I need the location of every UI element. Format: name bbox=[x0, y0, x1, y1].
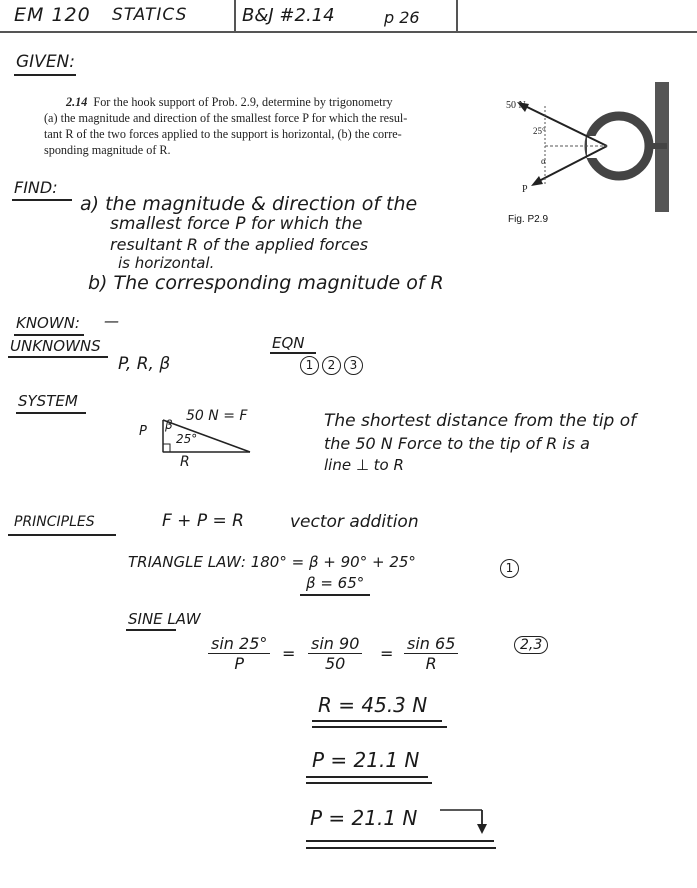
eqn-underline bbox=[270, 352, 316, 354]
find-a-line-1: a) the magnitude & direction of the bbox=[80, 193, 418, 215]
unknowns-value: P, R, β bbox=[118, 354, 171, 374]
sine-fraction-2 bbox=[308, 634, 362, 673]
system-label: SYSTEM bbox=[18, 392, 78, 410]
result-p-vector: P = 21.1 N bbox=[310, 806, 418, 830]
triangle-result-underline bbox=[300, 594, 370, 596]
unknowns-label: UNKNOWNS bbox=[10, 337, 101, 355]
find-a-line-4: is horizontal. bbox=[118, 254, 215, 272]
result-p-vector-underline-1 bbox=[306, 840, 494, 842]
eqn-ref-1: 1 bbox=[300, 356, 319, 375]
problem-number: 2.14 bbox=[66, 95, 88, 109]
figure-alpha-label: α bbox=[541, 156, 546, 166]
system-note-3: line ⊥ to R bbox=[324, 456, 404, 474]
find-b-line: b) The corresponding magnitude of R bbox=[88, 272, 444, 294]
sine-fraction-3-num: sin 65 bbox=[404, 634, 458, 654]
vector-equation: F + P = R bbox=[162, 511, 244, 531]
result-p-underline-2 bbox=[306, 782, 432, 784]
result-r-underline-2 bbox=[312, 726, 447, 728]
sine-refs: 2,3 bbox=[514, 636, 548, 654]
find-a-line-2: smallest force P for which the bbox=[110, 214, 363, 234]
equals-1: = bbox=[282, 644, 296, 663]
problem-line-4: sponding magnitude of R. bbox=[44, 143, 171, 157]
system-underline bbox=[16, 412, 86, 414]
sine-fraction-2-num: sin 90 bbox=[308, 634, 362, 654]
result-p-vector-underline-2 bbox=[306, 847, 496, 849]
eqn-ref-2: 2 bbox=[322, 356, 341, 375]
problem-line-1: For the hook support of Prob. 2.9, determine by trigonometry bbox=[93, 95, 393, 109]
problem-statement bbox=[44, 94, 464, 158]
header-subject: STATICS bbox=[112, 5, 188, 25]
triangle-law: TRIANGLE LAW: 180° = β + 90° + 25° bbox=[128, 553, 416, 571]
figure-caption: Fig. P2.9 bbox=[508, 214, 549, 225]
direction-arrow-icon bbox=[438, 806, 490, 836]
result-p: P = 21.1 N bbox=[312, 748, 420, 772]
triangle-force-label: 50 N = F bbox=[186, 408, 248, 424]
vector-note: vector addition bbox=[290, 512, 419, 532]
known-underline bbox=[14, 334, 84, 336]
sine-law-label: SINE LAW bbox=[128, 610, 201, 628]
header-divider-1 bbox=[234, 0, 236, 32]
triangle-p-label: P bbox=[139, 424, 147, 439]
eqn-ref-3: 3 bbox=[344, 356, 363, 375]
figure-angle-label: 25° bbox=[533, 126, 546, 136]
sine-fraction-2-den: 50 bbox=[325, 654, 346, 673]
principles-underline bbox=[8, 534, 116, 536]
header-divider-2 bbox=[456, 0, 458, 32]
sine-fraction-1-den: P bbox=[234, 654, 245, 673]
result-r: R = 45.3 N bbox=[318, 693, 428, 717]
triangle-ref bbox=[500, 557, 522, 578]
find-underline bbox=[12, 199, 72, 201]
triangle-r-label: R bbox=[180, 454, 190, 470]
system-note-1: The shortest distance from the tip of bbox=[324, 411, 637, 431]
sine-fraction-3-den: R bbox=[425, 654, 437, 673]
header-course: EM 120 bbox=[14, 4, 91, 26]
eqn-label: EQN bbox=[272, 334, 305, 352]
known-label: KNOWN: bbox=[16, 314, 80, 332]
triangle-result: β = 65° bbox=[306, 574, 365, 592]
result-r-underline-1 bbox=[312, 720, 442, 722]
result-p-underline-1 bbox=[306, 776, 428, 778]
sine-law-underline bbox=[126, 629, 176, 631]
header-bottom-rule bbox=[0, 31, 697, 33]
sine-fraction-1 bbox=[208, 634, 270, 673]
triangle-beta-label: β bbox=[165, 418, 173, 432]
given-underline bbox=[14, 74, 76, 76]
problem-line-2: (a) the magnitude and direction of the smallest force P for which the resul- bbox=[44, 111, 408, 125]
problem-line-3: tant R of the two forces applied to the support is horizontal, (b) the corre- bbox=[44, 127, 402, 141]
system-note-2: the 50 N Force to the tip of R is a bbox=[324, 434, 590, 453]
known-value: — bbox=[104, 312, 119, 330]
sine-fraction-1-num: sin 25° bbox=[208, 634, 270, 654]
principles-label: PRINCIPLES bbox=[14, 514, 95, 530]
sine-fraction-3 bbox=[404, 634, 458, 673]
find-a-line-3: resultant R of the applied forces bbox=[110, 235, 369, 254]
equals-2: = bbox=[380, 644, 394, 663]
header-page: p 26 bbox=[384, 8, 420, 27]
header-problem: B&J #2.14 bbox=[242, 5, 335, 26]
figure-force-label: 50 N bbox=[506, 100, 526, 111]
find-label: FIND: bbox=[14, 178, 58, 197]
given-label: GIVEN: bbox=[16, 52, 76, 72]
figure-p-label: P bbox=[522, 184, 528, 195]
triangle-ref-circle: 1 bbox=[500, 559, 519, 578]
unknowns-underline bbox=[8, 356, 108, 358]
eqn-refs bbox=[300, 356, 366, 375]
triangle-angle-label: 25° bbox=[176, 432, 198, 446]
